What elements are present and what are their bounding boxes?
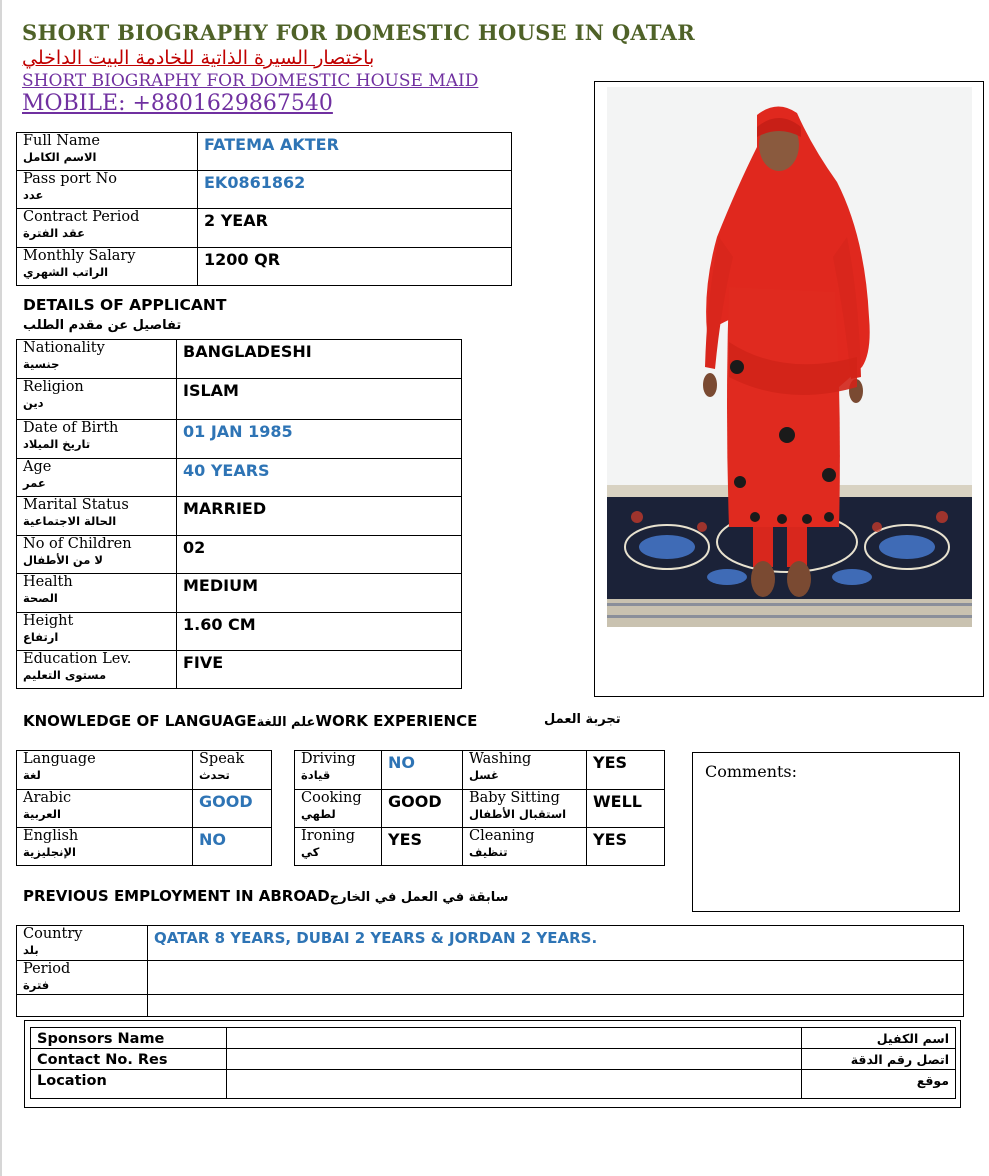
field-label-arabic: لا من الأطفال (23, 553, 103, 567)
document-arabic-title: باختصار السيرة الذاتية للخادمة البيت الداخلي (22, 47, 375, 69)
language-name-arabic: الإنجليزية (23, 845, 76, 859)
details-row (17, 420, 462, 459)
field-label-arabic: الاسم الكامل (23, 150, 97, 164)
contract-period-value: 2 YEAR (204, 211, 268, 230)
field-label: Full Name (23, 133, 100, 149)
identity-row (17, 171, 512, 209)
skill-label: Baby Sitting (469, 790, 560, 806)
details-row (17, 379, 462, 420)
document-title: SHORT BIOGRAPHY FOR DOMESTIC HOUSE IN QATAR (22, 20, 695, 45)
previous-row (17, 926, 964, 961)
comments-label: Comments: (705, 762, 798, 781)
nationality-value: BANGLADESHI (183, 342, 312, 361)
dob-value: 01 JAN 1985 (183, 422, 293, 441)
knowledge-heading (23, 712, 477, 730)
field-label-arabic: عقد الفترة (23, 226, 85, 240)
skill-label: Washing (469, 751, 532, 767)
work-experience-table (294, 750, 665, 866)
cooking-value: GOOD (388, 792, 442, 811)
health-value: MEDIUM (183, 576, 258, 595)
passport-value: EK0861862 (204, 173, 306, 192)
sponsor-name-label: Sponsors Name (37, 1031, 165, 1047)
language-header-arabic: لغة (23, 768, 41, 782)
empty-cell (148, 995, 964, 1017)
location-field[interactable] (227, 1070, 802, 1099)
previous-employment-heading (23, 887, 508, 905)
language-name-arabic: العربية (23, 807, 61, 821)
language-header-label: Language (23, 751, 96, 767)
details-row (17, 574, 462, 613)
full-name-value: FATEMA AKTER (204, 135, 339, 154)
field-label: Height (23, 613, 74, 629)
field-label: Religion (23, 379, 84, 395)
religion-value: ISLAM (183, 381, 239, 400)
page-edge (0, 0, 2, 1176)
previous-heading-arabic: سابقة في العمل في الخارج (329, 890, 509, 905)
period-label-arabic: فترة (23, 978, 50, 992)
work-row (295, 751, 665, 790)
details-row (17, 459, 462, 497)
identity-row (17, 133, 512, 171)
mobile-number: MOBILE: +8801629867540 (22, 91, 333, 116)
work-row (295, 790, 665, 828)
skill-label: Cleaning (469, 828, 535, 844)
location-label: Location (37, 1073, 107, 1089)
applicant-photo-illustration (607, 87, 972, 627)
country-value: QATAR 8 YEARS, DUBAI 2 YEARS & JORDAN 2 YEARS. (154, 929, 598, 947)
applicant-photo (607, 87, 972, 627)
field-label: Contract Period (23, 209, 140, 225)
sponsor-name-field[interactable] (227, 1028, 802, 1049)
contact-arabic: اتصل رقم الدقة (850, 1052, 949, 1067)
baby-sitting-value: WELL (593, 792, 642, 811)
skill-label: Ironing (301, 828, 355, 844)
skill-label: Cooking (301, 790, 362, 806)
contact-label: Contact No. Res (37, 1052, 168, 1068)
field-label: Health (23, 574, 73, 590)
sponsor-table (30, 1027, 956, 1099)
previous-row (17, 995, 964, 1017)
details-heading-arabic: تفاصيل عن مقدم الطلب (23, 318, 182, 333)
field-label: Age (23, 459, 52, 475)
work-heading-arabic: تجربة العمل (544, 712, 621, 727)
country-label-arabic: بلد (23, 943, 39, 957)
field-label-arabic: مستوى التعليم (23, 668, 107, 682)
field-label-arabic: عمر (23, 476, 46, 490)
field-label-arabic: ارتفاع (23, 630, 59, 644)
details-row (17, 536, 462, 574)
details-heading: DETAILS OF APPLICANT (23, 296, 227, 314)
field-label: Date of Birth (23, 420, 119, 436)
field-label-arabic: جنسية (23, 357, 60, 371)
field-label: Nationality (23, 340, 105, 356)
work-row (295, 828, 665, 866)
field-label: Pass port No (23, 171, 118, 187)
identity-row (17, 209, 512, 248)
language-row (17, 790, 272, 828)
field-label-arabic: الصحة (23, 591, 58, 605)
field-label: Monthly Salary (23, 248, 136, 264)
field-label-arabic: عدد (23, 188, 44, 202)
skill-label-arabic: كي (301, 845, 320, 859)
period-value-cell (148, 961, 964, 995)
field-label: Education Lev. (23, 651, 132, 667)
details-row (17, 497, 462, 536)
marital-status-value: MARRIED (183, 499, 267, 518)
work-heading-text: WORK EXPERIENCE (315, 712, 478, 730)
sponsor-row (31, 1049, 956, 1070)
empty-cell (17, 995, 148, 1017)
field-label-arabic: الراتب الشهري (23, 265, 109, 279)
driving-value: NO (388, 753, 415, 772)
details-table (16, 339, 462, 689)
identity-table (16, 132, 512, 286)
field-label-arabic: تاريخ الميلاد (23, 437, 91, 451)
speak-header-label: Speak (199, 751, 245, 767)
location-arabic: موقع (916, 1073, 949, 1088)
cleaning-value: YES (593, 830, 628, 849)
arabic-level-value: GOOD (199, 792, 253, 811)
language-header-row (17, 751, 272, 790)
field-label: No of Children (23, 536, 132, 552)
previous-employment-table (16, 925, 964, 1017)
knowledge-heading-arabic: علم اللغة (256, 715, 316, 730)
knowledge-heading-text: KNOWLEDGE OF LANGUAGE (23, 712, 257, 730)
identity-row (17, 248, 512, 286)
previous-row (17, 961, 964, 995)
details-row (17, 613, 462, 651)
field-label-arabic: الحالة الاجتماعية (23, 514, 117, 528)
skill-label: Driving (301, 751, 356, 767)
skill-label-arabic: غسل (469, 768, 499, 782)
sponsor-row (31, 1028, 956, 1049)
document-subtitle: SHORT BIOGRAPHY FOR DOMESTIC HOUSE MAID (22, 71, 479, 91)
age-value: 40 YEARS (183, 461, 270, 480)
skill-label-arabic: تنظيف (469, 845, 508, 859)
language-name: English (23, 828, 79, 844)
contact-field[interactable] (227, 1049, 802, 1070)
language-row (17, 828, 272, 866)
field-label: Marital Status (23, 497, 129, 513)
country-label: Country (23, 926, 83, 942)
sponsor-row (31, 1070, 956, 1099)
ironing-value: YES (388, 830, 423, 849)
children-value: 02 (183, 538, 206, 557)
details-row (17, 651, 462, 689)
previous-heading-text: PREVIOUS EMPLOYMENT IN ABROAD (23, 887, 330, 905)
sponsor-name-arabic: اسم الكفيل (876, 1031, 949, 1046)
field-label-arabic: دين (23, 396, 44, 410)
language-name: Arabic (23, 790, 72, 806)
english-level-value: NO (199, 830, 226, 849)
speak-header-arabic: تحدث (199, 768, 230, 782)
details-row (17, 340, 462, 379)
monthly-salary-value: 1200 QR (204, 250, 281, 269)
period-label: Period (23, 961, 71, 977)
education-value: FIVE (183, 653, 224, 672)
language-table (16, 750, 272, 866)
washing-value: YES (593, 753, 628, 772)
skill-label-arabic: استقبال الأطفال (469, 807, 567, 821)
height-value: 1.60 CM (183, 615, 256, 634)
skill-label-arabic: قيادة (301, 768, 331, 782)
skill-label-arabic: لطهي (301, 807, 336, 821)
